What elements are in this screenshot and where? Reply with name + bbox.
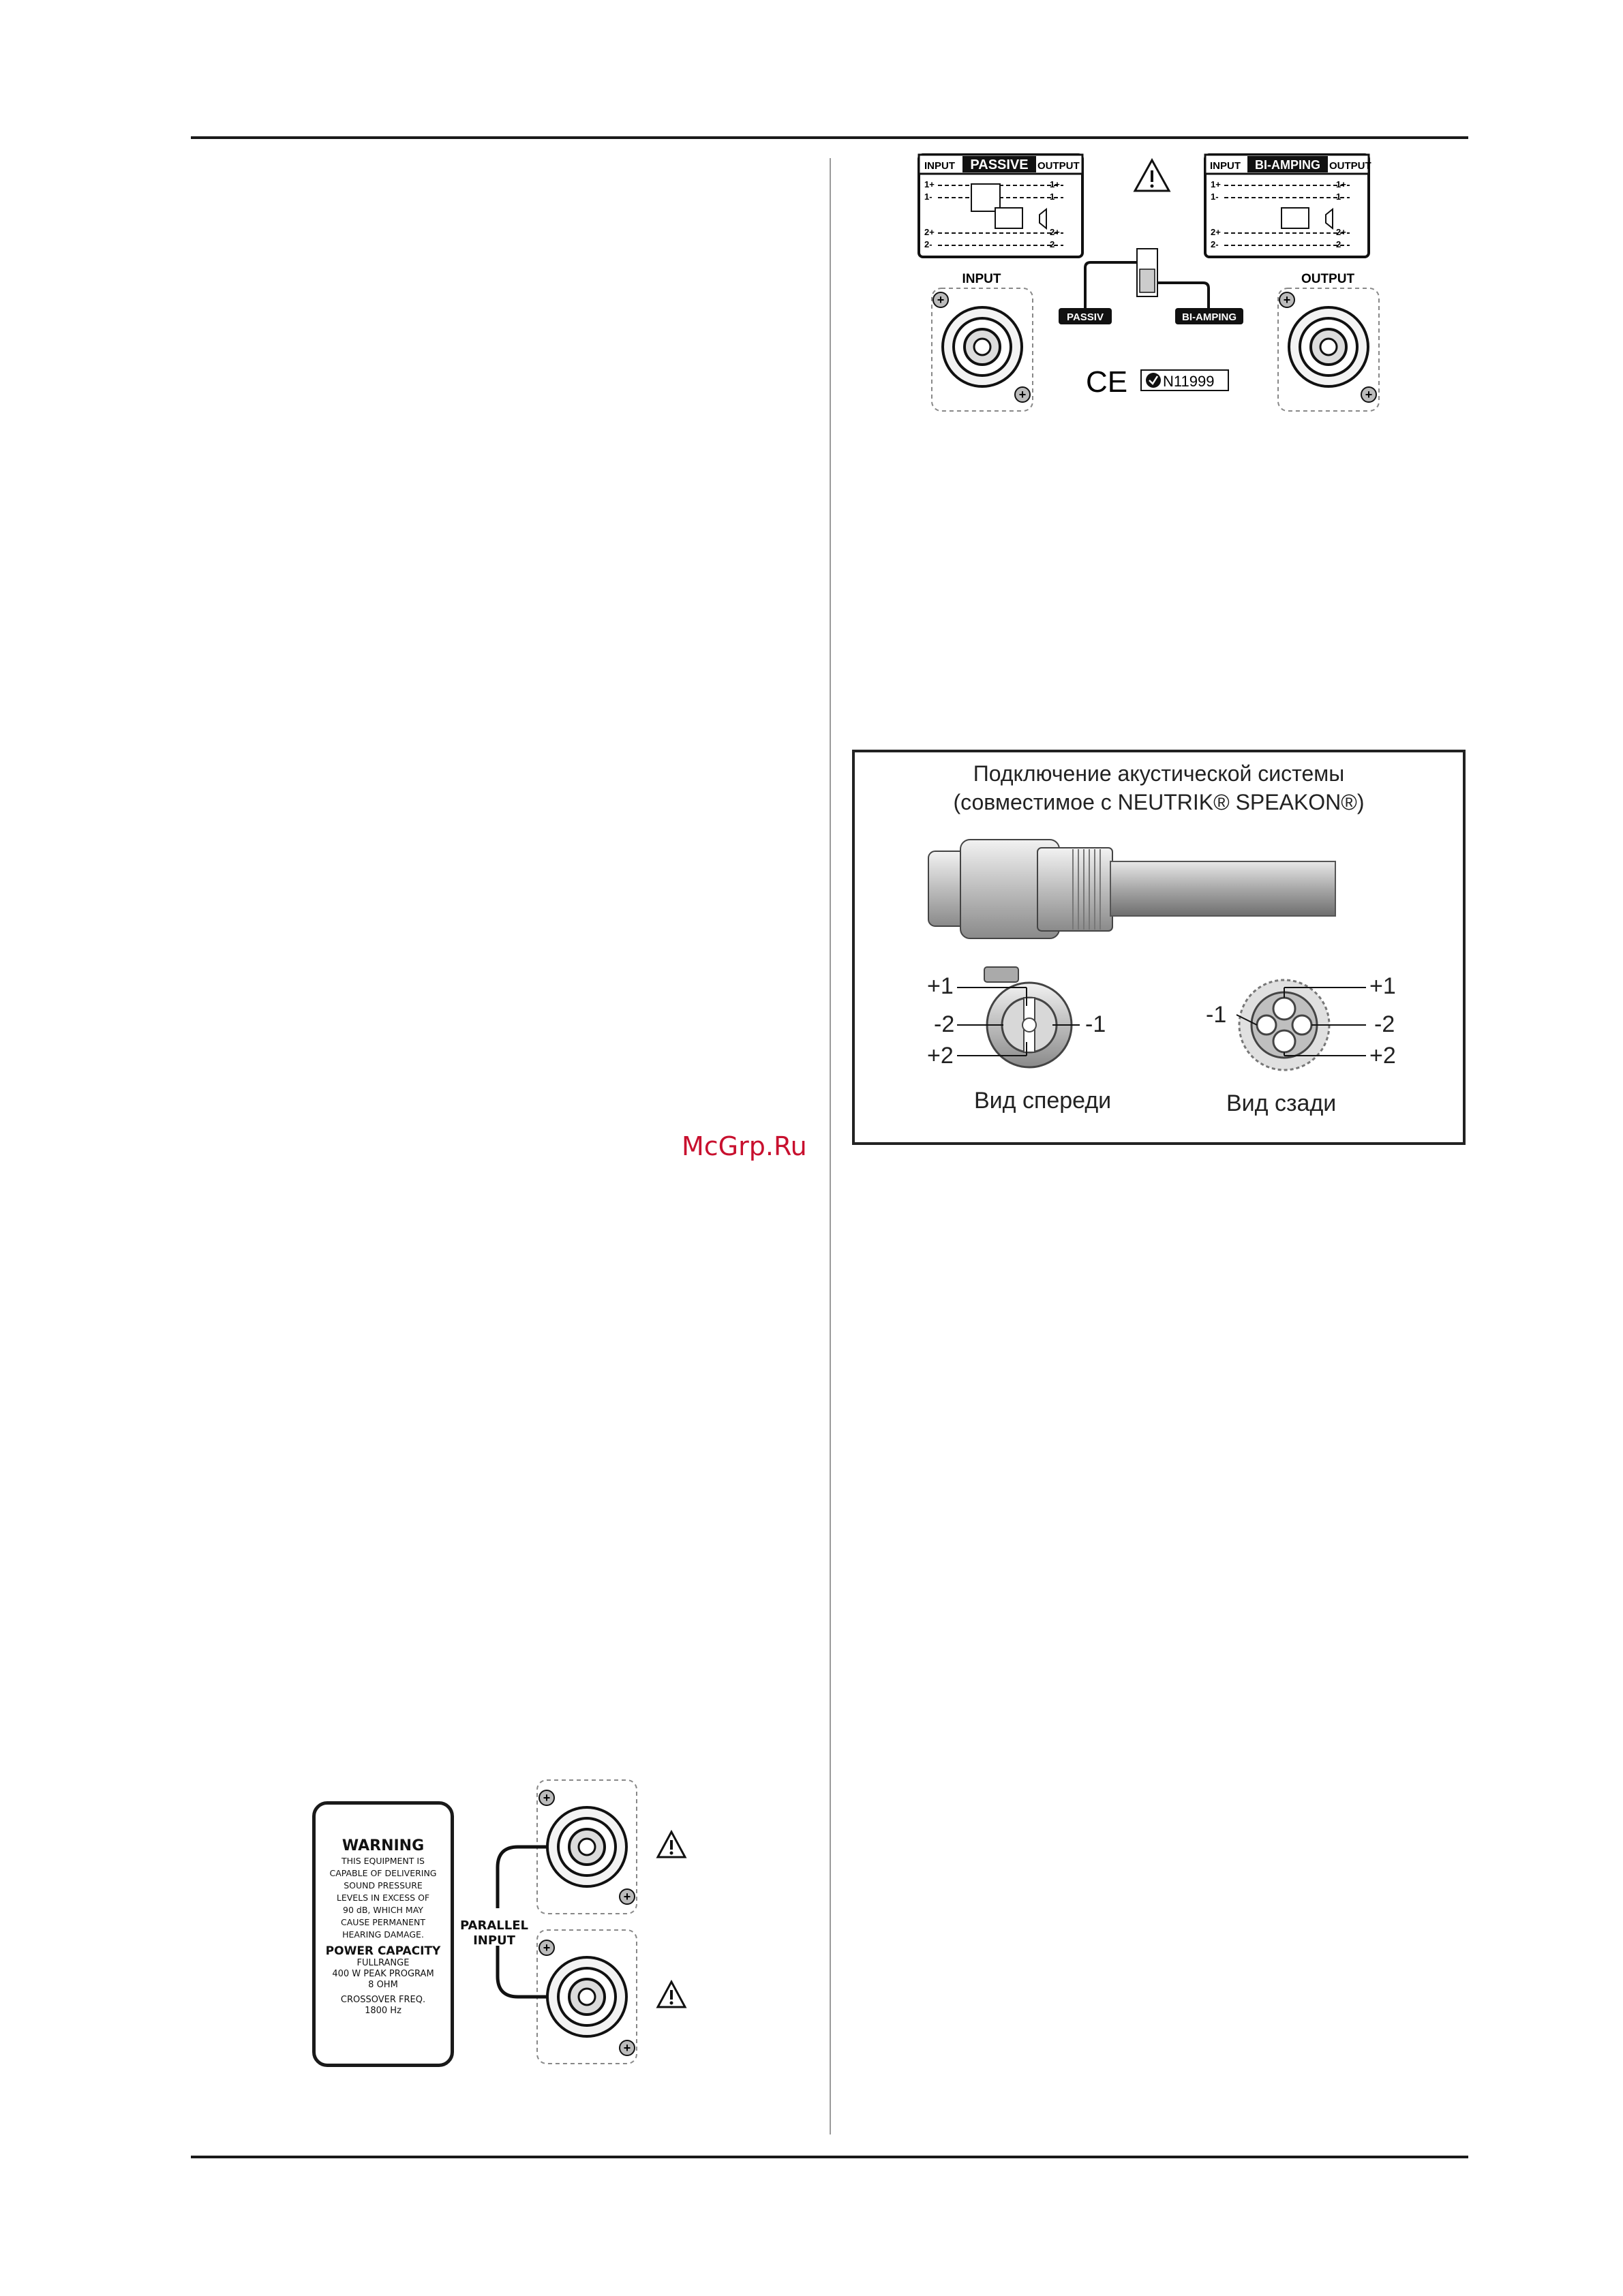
speakon-diagram — [852, 750, 1466, 1145]
input-jack-icon — [932, 288, 1033, 411]
rear-plus2-label: +2 — [1369, 1043, 1396, 1069]
rear-minus1-label: -1 — [1206, 1002, 1227, 1028]
svg-text:+: + — [543, 1941, 551, 1955]
lower-jack-icon — [537, 1930, 637, 2064]
warning-line: CAUSE PERMANENT — [341, 1917, 425, 1927]
svg-text:+: + — [1365, 388, 1373, 401]
pin-label: 2- — [1336, 239, 1344, 249]
diagram-title-line2: (совместимое с NEUTRIK® SPEAKON®) — [953, 790, 1365, 814]
pin-label: 2- — [1050, 239, 1058, 249]
pin-label: 1+ — [1050, 179, 1060, 189]
warning-line: THIS EQUIPMENT IS — [341, 1856, 425, 1866]
biamp-mode-label: BI-AMPING — [1255, 158, 1320, 172]
pin-label: 1+ — [1336, 179, 1346, 189]
biamp-output-label: OUTPUT — [1329, 160, 1371, 172]
biamp-input-label: INPUT — [1210, 160, 1241, 172]
front-view-caption: Вид спереди — [974, 1088, 1112, 1114]
passive-output-label: OUTPUT — [1037, 160, 1080, 172]
output-label: OUTPUT — [1301, 272, 1355, 286]
front-minus2-label: -2 — [934, 1011, 955, 1037]
pin-label: 2+ — [1336, 227, 1346, 237]
passive-input-label: INPUT — [924, 160, 955, 172]
rear-plus1-label: +1 — [1369, 973, 1396, 999]
rear-view-caption: Вид сзади — [1226, 1090, 1337, 1116]
plug-side-view — [928, 840, 1335, 938]
warning-line: HEARING DAMAGE. — [342, 1929, 424, 1940]
warning-title: WARNING — [342, 1837, 425, 1854]
switch-passiv-label: PASSIV — [1067, 311, 1104, 323]
pin-label: 1+ — [1211, 179, 1221, 189]
front-view-connector — [957, 967, 1080, 1067]
power-line: 400 W PEAK PROGRAM — [332, 1969, 434, 1979]
bottom-rule — [191, 2156, 1468, 2158]
connector-panel — [886, 147, 1431, 419]
crossover-line: CROSSOVER FREQ. — [340, 1995, 426, 2005]
pin-label: 1- — [1336, 192, 1344, 202]
warning-label — [312, 1801, 454, 2067]
pin-label: 1- — [1050, 192, 1058, 202]
front-plus2-label: +2 — [927, 1043, 954, 1069]
svg-text:+: + — [1018, 388, 1027, 401]
pin-label: 2+ — [1211, 227, 1221, 237]
front-minus1-label: -1 — [1085, 1011, 1106, 1037]
warning-line: CAPABLE OF DELIVERING — [329, 1868, 437, 1878]
diagram-title-line1: Подключение акустической системы — [973, 761, 1345, 786]
power-capacity-title: POWER CAPACITY — [325, 1944, 441, 1958]
warning-triangle-icon — [1135, 160, 1169, 191]
power-line: 8 OHM — [368, 1980, 398, 1990]
output-jack-icon — [1278, 288, 1379, 411]
pin-label: 2+ — [924, 227, 935, 237]
svg-text:+: + — [623, 1890, 631, 1903]
parallel-line2: INPUT — [473, 1933, 515, 1948]
svg-text:+: + — [543, 1791, 551, 1805]
rear-minus2-label: -2 — [1374, 1011, 1395, 1037]
parallel-line1: PARALLEL — [460, 1918, 528, 1933]
crossover-line: 1800 Hz — [365, 2006, 401, 2016]
warning-line: LEVELS IN EXCESS OF — [336, 1893, 430, 1903]
speakon-illustration — [855, 752, 1463, 1142]
warning-triangle-icon — [658, 1832, 685, 1857]
passive-mode-box — [919, 155, 1082, 257]
svg-text:+: + — [1283, 293, 1291, 307]
mode-switch[interactable] — [1059, 249, 1243, 324]
switch-biamping-label: BI-AMPING — [1182, 311, 1237, 323]
pin-label: 2- — [1211, 239, 1219, 249]
svg-text:+: + — [623, 2041, 631, 2055]
warning-triangle-icon — [658, 1982, 685, 2007]
input-label: INPUT — [962, 272, 1001, 286]
biamping-mode-box — [1205, 155, 1371, 257]
parallel-input-label — [457, 1918, 532, 1948]
upper-jack-icon — [537, 1780, 637, 1914]
pin-label: 1+ — [924, 179, 935, 189]
front-plus1-label: +1 — [927, 973, 954, 999]
svg-text:+: + — [937, 293, 945, 307]
cert-code: N11999 — [1163, 373, 1215, 390]
watermark: McGrp.Ru — [682, 1131, 807, 1161]
passive-mode-label: PASSIVE — [970, 157, 1029, 172]
pin-label: 1- — [1211, 192, 1219, 202]
warning-line: 90 dB, WHICH MAY — [343, 1905, 423, 1915]
top-rule — [191, 136, 1468, 139]
pin-label: 2- — [924, 239, 932, 249]
ce-mark: CE — [1086, 365, 1128, 399]
warning-line: SOUND PRESSURE — [344, 1880, 423, 1891]
pin-label: 2+ — [1050, 227, 1060, 237]
power-line: FULLRANGE — [357, 1958, 410, 1968]
pin-label: 1- — [924, 192, 932, 202]
rear-view-connector — [1237, 980, 1366, 1070]
certification-badge — [1141, 370, 1228, 391]
